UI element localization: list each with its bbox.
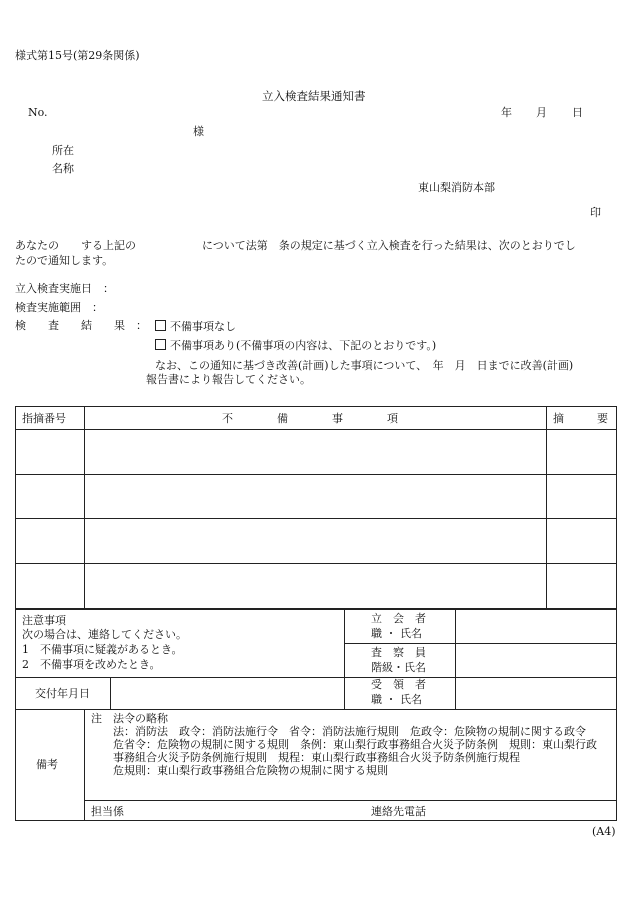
caution-line1: 次の場合は、連絡してください。 [22,628,187,641]
issue-date-label: 交付年月日 [35,687,90,700]
caution-line3: 2 不備事項を改めたとき。 [22,658,161,671]
date-month: 月 [536,106,547,119]
inspection-scope-label: 検査実施範囲 ： [15,301,103,314]
number-label: No. [28,106,48,119]
note-line1: 注 法令の略称 [91,712,168,725]
document-title: 立入検査結果通知書 [262,89,366,103]
caution-line2: 1 不備事項に疑義があるとき。 [22,643,183,656]
witness-label2: 職 ・ 氏名 [371,627,422,640]
paper-size: (A4) [592,825,616,838]
checkbox-icon[interactable] [155,339,166,350]
seal-mark: 印 [590,206,601,219]
person-in-charge-label: 担当係 [91,805,124,818]
inspector-label1: 査 察 員 [371,646,426,659]
inspection-date-label: 立入検査実施日 ： [15,282,114,295]
col-header-defect: 不 備 事 項 [222,412,398,425]
body-text-line1: あなたの する上記の について法第 条の規定に基づく立入検査を行った結果は、次のとおりでし [15,239,576,252]
addressee-suffix: 様 [193,125,204,138]
remarks-label: 備考 [36,758,58,771]
caution-title: 注意事項 [22,614,66,627]
notice-line1: なお、この通知に基づき改善(計画)した事項について、 年 月 日までに改善(計画) [155,359,574,372]
address-label: 所在 [52,144,74,157]
contact-phone-label: 連絡先電話 [371,805,426,818]
notice-line2: 報告書により報告してください。 [146,373,311,386]
defects-table [15,406,617,609]
result-option-no-defects[interactable] [155,320,236,334]
inspection-result-label: 検 査 結 果 ： [15,319,147,332]
form-number: 様式第15号(第29条関係) [15,49,140,62]
body-text-line2: たので通知します。 [15,254,114,267]
result-option2-text: 不備事項あり(不備事項の内容は、下記のとおりです。) [170,339,437,352]
date-year: 年 [501,106,512,119]
receiver-label1: 受 領 者 [371,678,426,691]
checkbox-icon[interactable] [155,320,166,331]
note-line2: 法：消防法 政令：消防法施行令 省令：消防法施行規則 危政令：危険物の規制に関する政令 [113,725,586,738]
note-line5: 危規則：東山梨行政事務組合危険物の規制に関する規則 [113,764,388,777]
inspector-label2: 階級・氏名 [371,661,426,674]
result-option-defects[interactable] [155,339,436,353]
col-header-remarks: 摘 要 [553,412,608,425]
date-day: 日 [572,106,583,119]
note-line4: 事務組合火災予防条例施行規則 規程：東山梨行政事務組合火災予防条例施行規程 [113,751,520,764]
note-line3: 危省令：危険物の規制に関する規則 条例：東山梨行政事務組合火災予防条例 規則：東山梨行政 [113,738,597,751]
result-option1-text: 不備事項なし [170,320,236,333]
col-header-index: 指摘番号 [22,412,66,425]
issuer-name: 東山梨消防本部 [418,181,495,194]
name-label: 名称 [52,162,74,175]
receiver-label2: 職 ・ 氏名 [371,693,422,706]
witness-label1: 立 会 者 [371,612,426,625]
